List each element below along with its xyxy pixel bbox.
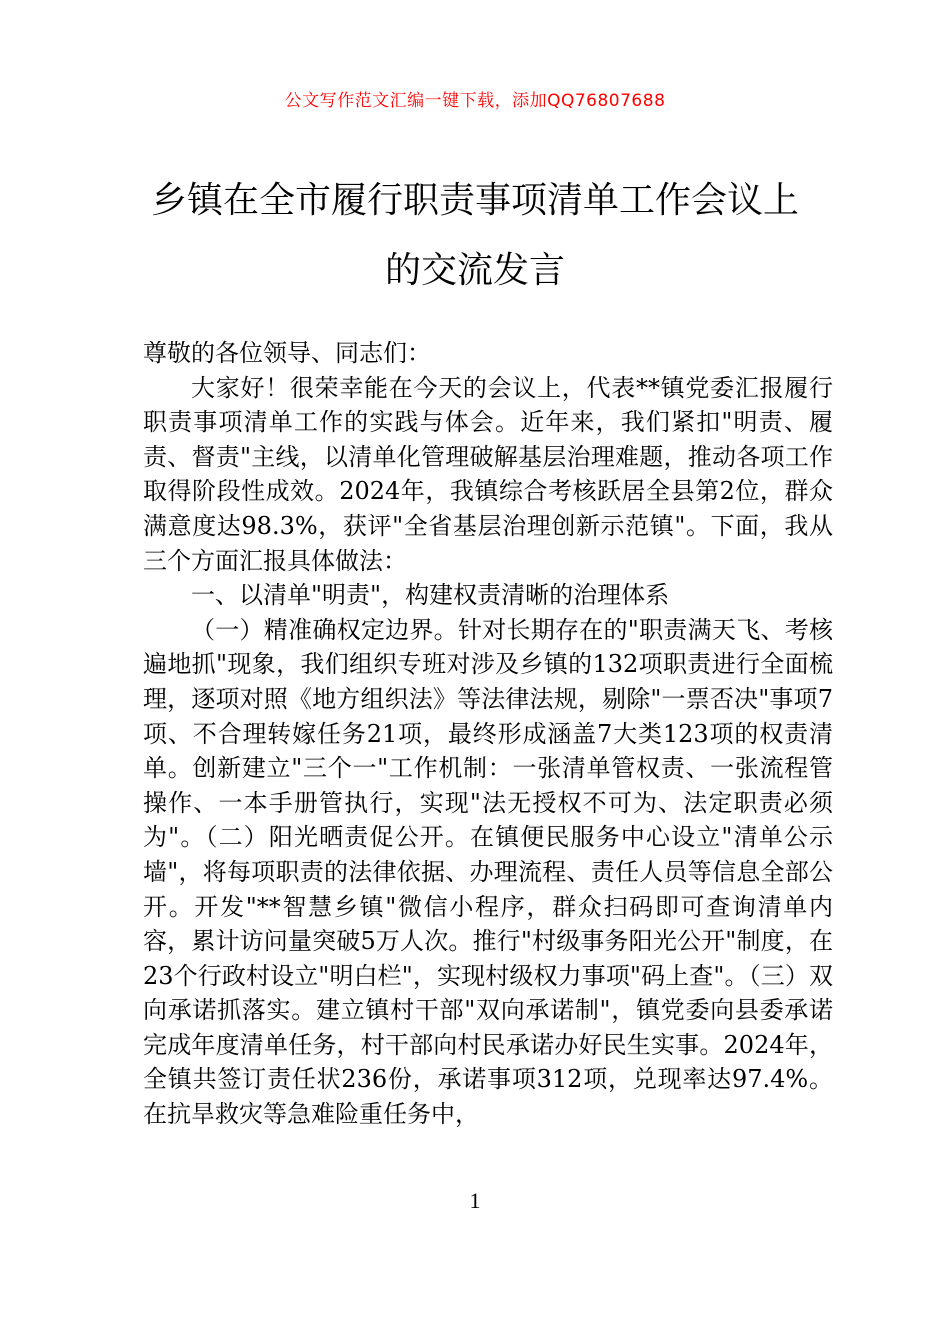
title-line-2: 的交流发言 (384, 250, 565, 291)
title-line-1: 乡镇在全市履行职责事项清单工作会议上 (150, 180, 799, 221)
watermark-text: 公文写作范文汇编一键下载，添加QQ76807688 (284, 91, 666, 111)
salutation: 尊敬的各位领导、同志们： (143, 339, 431, 367)
intro-paragraph: 大家好！很荣幸能在今天的会议上，代表**镇党委汇报履行职责事项清单工作的实践与体会。近年来，我们紧扣"明责、履责、督责"主线，以清单化管理破解基层治理难题，推动各项工作取得阶段性成效。2024年，我镇综合考核跃居全县第2位，群众满意度达98.3%，获评"全省基层治理创新示范镇"。下面，我从三个方面汇报具体做法： (143, 373, 833, 575)
document-title (120, 166, 830, 306)
page-number: 1 (469, 1188, 481, 1213)
document-body (143, 336, 833, 1132)
section-heading-1: 一、以清单"明责"，构建权责清晰的治理体系 (191, 581, 670, 610)
section-paragraph-1: （一）精准确权定边界。针对长期存在的"职责满天飞、考核遍地抓"现象，我们组织专班对涉及乡镇的132项职责进行全面梳理，逐项对照《地方组织法》等法律法规，剔除"一票否决"事项7项、不合理转嫁任务21项，最终形成涵盖7大类123项的权责清单。创新建立"三个一"工作机制：一张清单管权责、一张流程管操作、一本手册管执行，实现"法无授权不可为、法定职责必须为"。（二）阳光晒责促公开。在镇便民服务中心设立"清单公示墙"，将每项职责的法律依据、办理流程、责任人员等信息全部公开。开发"**智慧乡镇"微信小程序，群众扫码即可查询清单内容，累计访问量突破5万人次。推行"村级事务阳光公开"制度，在23个行政村设立"明白栏"，实现村级权力事项"码上查"。（三）双向承诺抓落实。建立镇村干部"双向承诺制"，镇党委向县委承诺完成年度清单任务，村干部向村民承诺办好民生实事。2024年，全镇共签订责任状236份，承诺事项312项，兑现率达97.4%。在抗旱救灾等急难险重任务中， (143, 615, 833, 1129)
